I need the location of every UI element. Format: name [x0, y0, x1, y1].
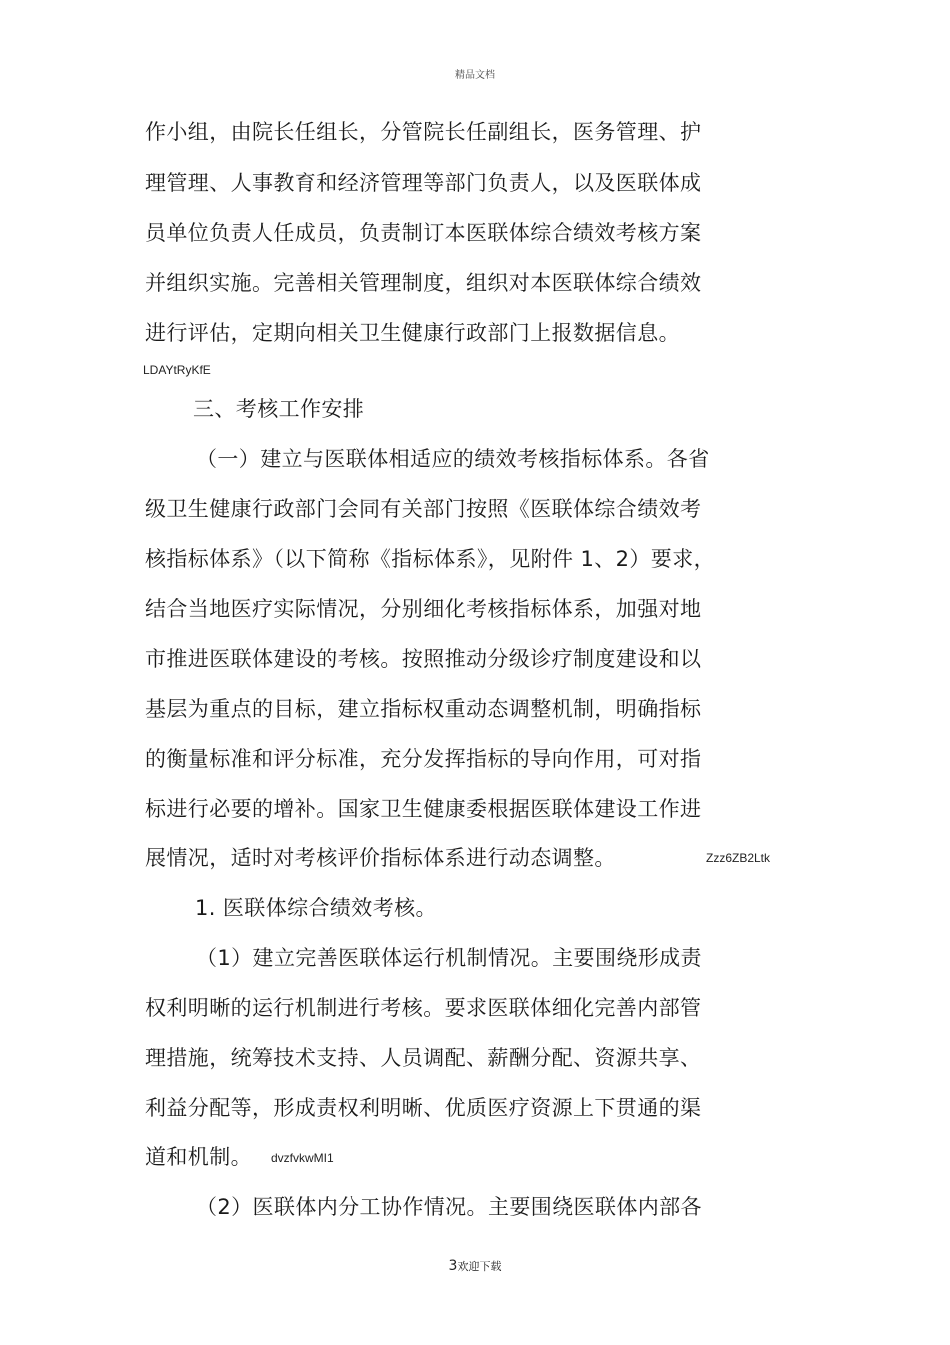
body-line: （2）医联体内分工协作情况。主要围绕医联体内部各: [196, 1195, 702, 1219]
body-line: 进行评估，定期向相关卫生健康行政部门上报数据信息。: [145, 321, 680, 345]
body-line: 结合当地医疗实际情况，分别细化考核指标体系，加强对地: [145, 597, 702, 621]
section-title: 三、考核工作安排: [193, 397, 365, 421]
body-line: 理措施，统筹技术支持、人员调配、薪酬分配、资源共享、: [145, 1046, 702, 1070]
body-line: 权利明晰的运行机制进行考核。要求医联体细化完善内部管: [145, 996, 702, 1020]
body-line: 员单位负责人任成员，负责制订本医联体综合绩效考核方案: [145, 221, 702, 245]
list-item-heading: 1. 医联体综合绩效考核。: [195, 896, 437, 920]
page-number: 3: [448, 1258, 458, 1274]
body-line: 级卫生健康行政部门会同有关部门按照《医联体综合绩效考: [145, 497, 702, 521]
body-line: （1）建立完善医联体运行机制情况。主要围绕形成责: [196, 946, 702, 970]
footer-text: 欢迎下载: [457, 1260, 502, 1273]
body-line: 基层为重点的目标，建立指标权重动态调整机制，明确指标: [145, 697, 702, 721]
code-mark: dvzfvkwMI1: [271, 1151, 334, 1165]
body-line: 理管理、人事教育和经济管理等部门负责人，以及医联体成: [145, 171, 702, 195]
code-mark: LDAYtRyKfE: [143, 363, 211, 377]
body-line: （一）建立与医联体相适应的绩效考核指标体系。各省: [196, 447, 710, 471]
body-line: 利益分配等，形成责权利明晰、优质医疗资源上下贯通的渠: [145, 1096, 702, 1120]
body-line: 道和机制。: [145, 1145, 252, 1169]
body-line: 核指标体系》（以下简称《指标体系》，见附件 1、2）要求，: [145, 547, 715, 571]
body-line: 标进行必要的增补。国家卫生健康委根据医联体建设工作进: [145, 797, 702, 821]
body-line: 市推进医联体建设的考核。按照推动分级诊疗制度建设和以: [145, 647, 702, 671]
body-line: 展情况，适时对考核评价指标体系进行动态调整。: [145, 846, 616, 870]
page-header: 精品文档: [455, 70, 495, 81]
body-line: 并组织实施。完善相关管理制度，组织对本医联体综合绩效: [145, 271, 702, 295]
body-line: 作小组，由院长任组长，分管院长任副组长，医务管理、护: [145, 120, 702, 144]
page-footer: [0, 1258, 950, 1274]
code-mark: Zzz6ZB2Ltk: [706, 851, 771, 865]
body-line: 的衡量标准和评分标准，充分发挥指标的导向作用，可对指: [145, 747, 702, 771]
